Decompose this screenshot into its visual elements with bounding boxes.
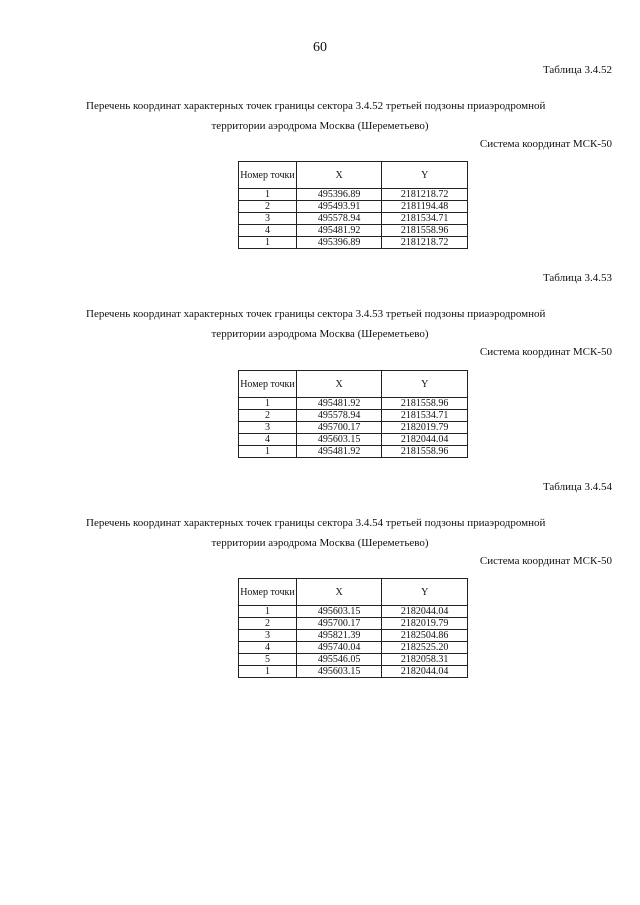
cell-point-number: 1 xyxy=(239,446,297,458)
table-row xyxy=(239,606,468,618)
cell-x: 495603.15 xyxy=(296,666,381,678)
table-label: Таблица 3.4.52 xyxy=(542,64,612,76)
page-number: 60 xyxy=(313,40,327,55)
header-y: Y xyxy=(382,371,468,398)
cell-y: 2182019.79 xyxy=(382,618,468,630)
table-row xyxy=(239,225,468,237)
cell-x: 495481.92 xyxy=(296,225,381,237)
cell-point-number: 1 xyxy=(239,398,297,410)
caption-line-1: Перечень координат характерных точек границы сектора 3.4.53 третьей подзоны приаэродромной xyxy=(86,308,546,320)
cell-point-number: 4 xyxy=(239,434,297,446)
cell-y: 2182044.04 xyxy=(382,666,468,678)
table-row xyxy=(239,237,468,249)
table-header-row xyxy=(239,162,468,189)
caption-line-1: Перечень координат характерных точек границы сектора 3.4.54 третьей подзоны приаэродромной xyxy=(86,517,546,529)
cell-y: 2181558.96 xyxy=(382,446,468,458)
cell-point-number: 4 xyxy=(239,225,297,237)
table-label: Таблица 3.4.54 xyxy=(542,481,612,493)
cell-y: 2181194.48 xyxy=(382,201,468,213)
cell-x: 495396.89 xyxy=(296,237,381,249)
cell-point-number: 5 xyxy=(239,654,297,666)
cell-x: 495481.92 xyxy=(296,398,381,410)
cell-y: 2181534.71 xyxy=(382,213,468,225)
coordinates-table xyxy=(238,370,468,458)
cell-y: 2181534.71 xyxy=(382,410,468,422)
table-row xyxy=(239,422,468,434)
cell-point-number: 4 xyxy=(239,642,297,654)
cell-point-number: 2 xyxy=(239,618,297,630)
cell-x: 495493.91 xyxy=(296,201,381,213)
cell-x: 495821.39 xyxy=(296,630,381,642)
cell-y: 2182504.86 xyxy=(382,630,468,642)
cell-x: 495603.15 xyxy=(296,434,381,446)
caption-line-2: территории аэродрома Москва (Шереметьево) xyxy=(211,120,429,132)
coordinate-system-label: Система координат МСК-50 xyxy=(479,555,612,567)
header-x: X xyxy=(296,579,381,606)
cell-x: 495396.89 xyxy=(296,189,381,201)
coordinates-table xyxy=(238,578,468,678)
caption-line-2: территории аэродрома Москва (Шереметьево) xyxy=(211,328,429,340)
cell-x: 495700.17 xyxy=(296,618,381,630)
table-row xyxy=(239,630,468,642)
header-y: Y xyxy=(382,579,468,606)
table-row xyxy=(239,410,468,422)
header-point-number: Номер точки xyxy=(239,371,297,398)
cell-x: 495700.17 xyxy=(296,422,381,434)
cell-point-number: 3 xyxy=(239,422,297,434)
cell-x: 495603.15 xyxy=(296,606,381,618)
table-caption xyxy=(0,304,640,344)
cell-point-number: 1 xyxy=(239,237,297,249)
table-row xyxy=(239,666,468,678)
header-x: X xyxy=(296,371,381,398)
cell-y: 2181218.72 xyxy=(382,237,468,249)
cell-point-number: 2 xyxy=(239,201,297,213)
cell-y: 2182525.20 xyxy=(382,642,468,654)
table-row xyxy=(239,213,468,225)
cell-point-number: 1 xyxy=(239,606,297,618)
table-row xyxy=(239,434,468,446)
caption-line-1: Перечень координат характерных точек границы сектора 3.4.52 третьей подзоны приаэродромной xyxy=(86,100,546,112)
cell-y: 2182019.79 xyxy=(382,422,468,434)
coordinates-table xyxy=(238,161,468,249)
cell-x: 495546.05 xyxy=(296,654,381,666)
cell-point-number: 3 xyxy=(239,213,297,225)
table-row xyxy=(239,398,468,410)
cell-y: 2181558.96 xyxy=(382,398,468,410)
table-caption xyxy=(0,513,640,553)
table-header-row xyxy=(239,371,468,398)
cell-x: 495740.04 xyxy=(296,642,381,654)
coordinate-system-label: Система координат МСК-50 xyxy=(479,138,612,150)
table-row xyxy=(239,642,468,654)
cell-point-number: 2 xyxy=(239,410,297,422)
cell-x: 495578.94 xyxy=(296,213,381,225)
caption-line-2: территории аэродрома Москва (Шереметьево) xyxy=(211,537,429,549)
table-row xyxy=(239,189,468,201)
cell-x: 495481.92 xyxy=(296,446,381,458)
cell-point-number: 1 xyxy=(239,189,297,201)
cell-point-number: 1 xyxy=(239,666,297,678)
cell-y: 2182044.04 xyxy=(382,606,468,618)
cell-y: 2182058.31 xyxy=(382,654,468,666)
cell-y: 2182044.04 xyxy=(382,434,468,446)
table-caption xyxy=(0,96,640,136)
header-y: Y xyxy=(382,162,468,189)
table-header-row xyxy=(239,579,468,606)
table-row xyxy=(239,201,468,213)
table-row xyxy=(239,618,468,630)
header-point-number: Номер точки xyxy=(239,162,297,189)
table-row xyxy=(239,654,468,666)
cell-point-number: 3 xyxy=(239,630,297,642)
cell-x: 495578.94 xyxy=(296,410,381,422)
coordinate-system-label: Система координат МСК-50 xyxy=(479,346,612,358)
table-row xyxy=(239,446,468,458)
header-x: X xyxy=(296,162,381,189)
table-label: Таблица 3.4.53 xyxy=(542,272,612,284)
cell-y: 2181558.96 xyxy=(382,225,468,237)
header-point-number: Номер точки xyxy=(239,579,297,606)
cell-y: 2181218.72 xyxy=(382,189,468,201)
